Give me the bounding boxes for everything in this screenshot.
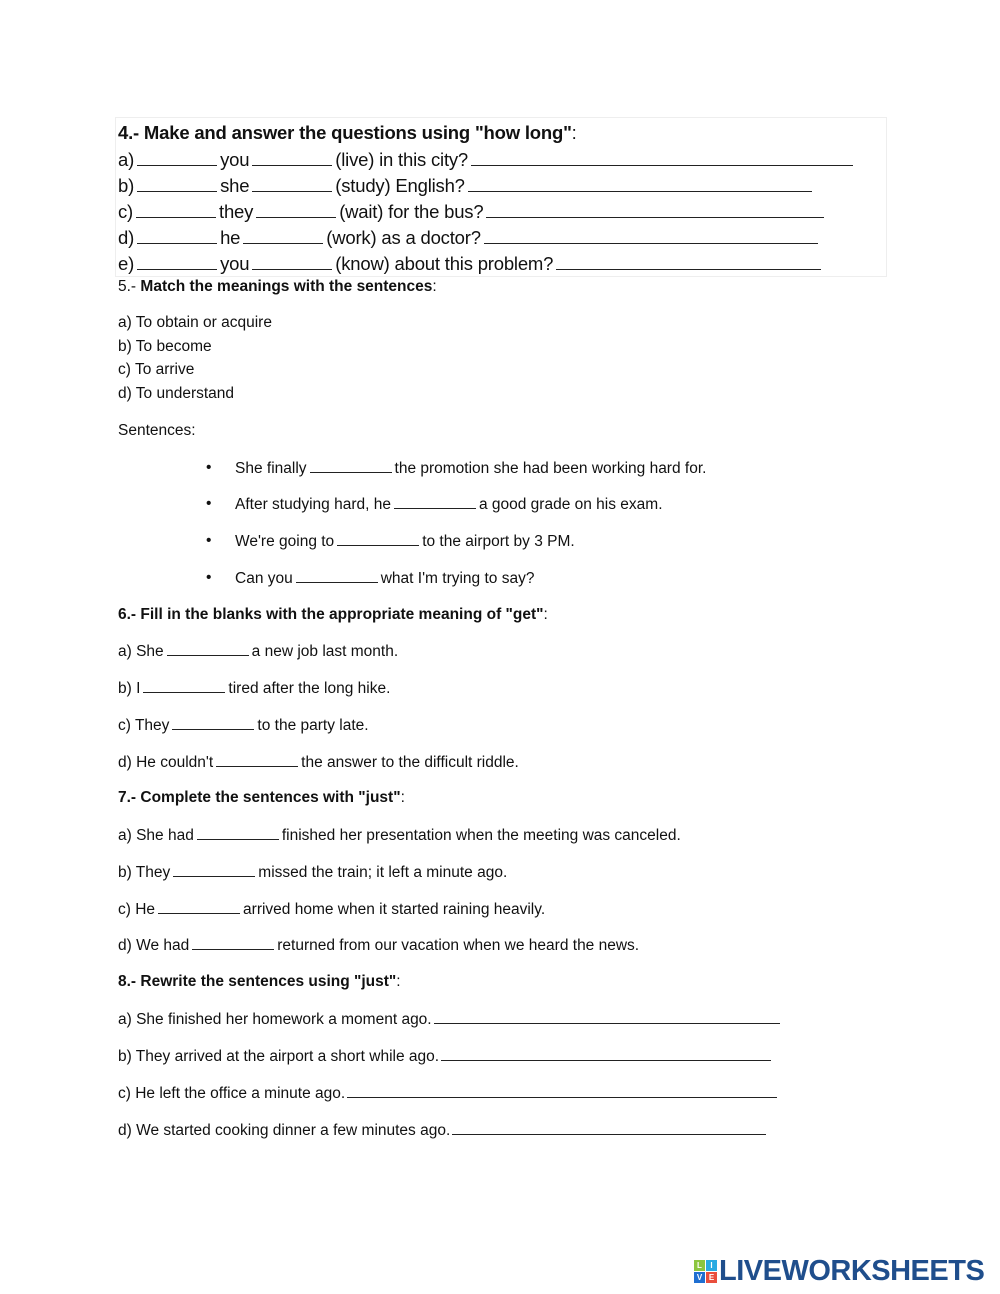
question-line [118, 251, 824, 276]
subject: you [220, 253, 250, 274]
answer-blank[interactable] [256, 199, 336, 218]
question-line [118, 225, 821, 250]
sentences-label: Sentences: [118, 422, 196, 439]
verb-prompt: (work) as a doctor? [326, 227, 481, 248]
answer-blank[interactable] [136, 199, 216, 218]
answer-blank[interactable] [296, 568, 378, 583]
subject: you [220, 149, 250, 170]
answer-blank[interactable] [452, 1120, 766, 1135]
subject: they [219, 201, 254, 222]
sentence-end: to the party late. [257, 717, 369, 734]
sentence-line [118, 678, 390, 699]
answer-blank[interactable] [484, 225, 818, 244]
logo-tile: I [706, 1260, 717, 1271]
sentence-end: a new job last month. [251, 643, 399, 660]
answer-blank[interactable] [347, 1083, 777, 1098]
answer-blank[interactable] [434, 1009, 780, 1024]
sentence-end: the promotion she had been working hard for. [394, 460, 707, 477]
sentence-start: d) We had [118, 937, 190, 954]
answer-blank[interactable] [158, 899, 240, 914]
meaning-b: b) To become [118, 338, 212, 355]
answer-blank[interactable] [197, 825, 279, 840]
answer-blank[interactable] [337, 531, 419, 546]
sentence-start: After studying hard, he [235, 496, 391, 513]
original-sentence: b) They arrived at the airport a short while ago. [118, 1048, 440, 1065]
rewrite-line [118, 1009, 780, 1030]
verb-prompt: (wait) for the bus? [339, 201, 484, 222]
sentence-start: c) They [118, 717, 170, 734]
answer-blank[interactable] [252, 147, 332, 166]
answer-blank[interactable] [137, 173, 217, 192]
sentence-end: missed the train; it left a minute ago. [258, 864, 508, 881]
exercise-5-title: 5.- Match the meanings with the sentences: [118, 278, 437, 295]
answer-blank[interactable] [143, 678, 225, 693]
answer-blank[interactable] [441, 1046, 771, 1061]
bullet: • [206, 459, 212, 476]
item-label: b) [118, 175, 135, 196]
answer-blank[interactable] [486, 199, 824, 218]
answer-blank[interactable] [173, 862, 255, 877]
liveworksheets-logo [694, 1255, 984, 1288]
answer-blank[interactable] [252, 251, 332, 270]
sentence-start: b) I [118, 680, 141, 697]
sentence-start: a) She [118, 643, 164, 660]
answer-blank[interactable] [394, 494, 476, 509]
sentence-line [118, 899, 545, 920]
sentence-end: the answer to the difficult riddle. [301, 754, 519, 771]
sentence-end: what I'm trying to say? [380, 570, 535, 587]
sentence-line [118, 825, 681, 846]
sentence-start: d) He couldn't [118, 754, 214, 771]
answer-blank[interactable] [172, 715, 254, 730]
logo-tile: L [694, 1260, 705, 1271]
rewrite-line [118, 1046, 771, 1067]
meaning-d: d) To understand [118, 385, 235, 402]
bullet: • [206, 532, 212, 549]
item-label: d) [118, 227, 135, 248]
answer-blank[interactable] [192, 935, 274, 950]
rewrite-line [118, 1120, 766, 1141]
sentence-line [235, 458, 706, 479]
logo-tile: V [694, 1272, 705, 1283]
meaning-c: c) To arrive [118, 361, 195, 378]
subject: he [220, 227, 241, 248]
sentence-start: c) He [118, 901, 156, 918]
exercise-6-title: 6.- Fill in the blanks with the appropriate meaning of "get": [118, 606, 548, 623]
sentence-end: returned from our vacation when we heard the news. [277, 937, 640, 954]
exercise-7-title: 7.- Complete the sentences with "just": [118, 789, 405, 806]
sentence-start: a) She had [118, 827, 194, 844]
logo-text: LIVEWORKSHEETS [719, 1255, 985, 1287]
sentence-line [118, 935, 639, 956]
sentence-start: We're going to [235, 533, 335, 550]
live-tiles-icon [694, 1260, 717, 1283]
logo-tile: E [706, 1272, 717, 1283]
exercise-8-title: 8.- Rewrite the sentences using "just": [118, 973, 401, 990]
sentence-line [118, 752, 519, 773]
answer-blank[interactable] [137, 147, 217, 166]
answer-blank[interactable] [167, 641, 249, 656]
sentence-line [118, 862, 507, 883]
original-sentence: a) She finished her homework a moment ago. [118, 1011, 432, 1028]
sentence-start: She finally [235, 460, 307, 477]
sentence-line [118, 715, 369, 736]
sentence-start: b) They [118, 864, 171, 881]
sentence-end: a good grade on his exam. [478, 496, 663, 513]
sentence-line [235, 568, 534, 589]
question-line [118, 147, 856, 172]
sentence-start: Can you [235, 570, 293, 587]
sentence-end: tired after the long hike. [228, 680, 391, 697]
answer-blank[interactable] [137, 225, 217, 244]
original-sentence: d) We started cooking dinner a few minutes ago. [118, 1122, 451, 1139]
exercise-4-title: 4.- Make and answer the questions using "how long": [118, 122, 577, 143]
item-label: e) [118, 253, 135, 274]
item-label: a) [118, 149, 135, 170]
sentence-end: arrived home when it started raining heavily. [243, 901, 546, 918]
bullet: • [206, 569, 212, 586]
answer-blank[interactable] [468, 173, 812, 192]
bullet: • [206, 495, 212, 512]
original-sentence: c) He left the office a minute ago. [118, 1085, 346, 1102]
answer-blank[interactable] [216, 752, 298, 767]
rewrite-line [118, 1083, 777, 1104]
question-line [118, 173, 815, 198]
answer-blank[interactable] [243, 225, 323, 244]
verb-prompt: (know) about this problem? [335, 253, 554, 274]
answer-blank[interactable] [556, 251, 821, 270]
subject: she [220, 175, 250, 196]
answer-blank[interactable] [137, 251, 217, 270]
sentence-end: to the airport by 3 PM. [422, 533, 575, 550]
meaning-a: a) To obtain or acquire [118, 314, 272, 331]
verb-prompt: (study) English? [335, 175, 465, 196]
sentence-line [235, 531, 575, 552]
sentence-line [235, 494, 663, 515]
answer-blank[interactable] [310, 458, 392, 473]
sentence-line [118, 641, 398, 662]
sentence-end: finished her presentation when the meeting was canceled. [281, 827, 681, 844]
verb-prompt: (live) in this city? [335, 149, 469, 170]
answer-blank[interactable] [252, 173, 332, 192]
item-label: c) [118, 201, 134, 222]
question-line [118, 199, 827, 224]
answer-blank[interactable] [471, 147, 853, 166]
